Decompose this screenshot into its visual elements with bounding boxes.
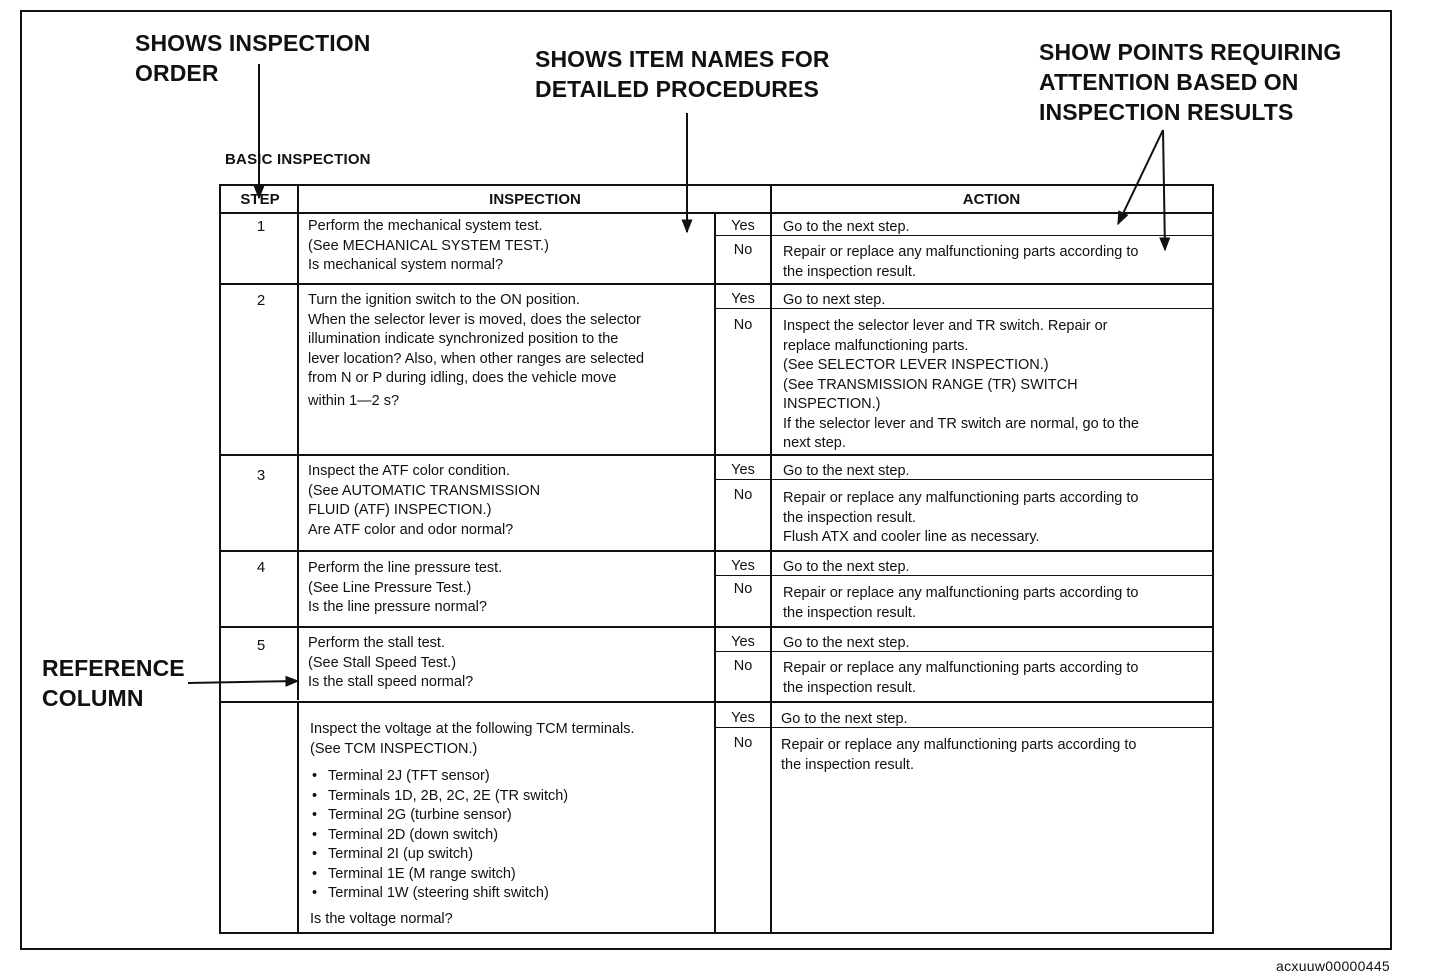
action-line: replace malfunctioning parts. [783,337,969,354]
action-line: Go to the next step. [783,463,910,479]
yes-label: Yes [731,291,755,307]
action-line: Go to the next step. [781,711,908,727]
divider-step-col [297,186,299,700]
row-separator [221,701,1212,703]
inspection-line: Perform the mechanical system test. [308,218,543,234]
yes-label: Yes [731,558,755,574]
action-line: Go to the next step. [783,559,910,575]
action-line: Go to the next step. [783,635,910,651]
callout-reference-column [42,653,185,713]
inspection-line: within 1—2 s? [308,392,400,409]
action-line: Repair or replace any malfunctioning parts according to [783,660,1139,676]
callout-line: SHOWS ITEM NAMES FOR [535,46,830,72]
no-label: No [733,317,753,333]
inspection-cell [308,217,713,276]
inspection-line: lever location? Also, when other ranges are selected [308,350,645,367]
yes-action [783,218,1203,238]
header-action: ACTION [962,191,1021,208]
no-action [783,489,1203,548]
divider-step-col [297,702,299,932]
row-separator [221,550,1212,552]
yes-action [781,710,1201,730]
inspection-line: Perform the line pressure test. [308,560,503,576]
callout-line: SHOW POINTS REQUIRING [1039,39,1342,65]
inspection-line: Is the line pressure normal? [308,599,487,615]
action-line: Repair or replace any malfunctioning parts according to [783,490,1139,506]
no-label: No [733,581,753,597]
action-line: (See SELECTOR LEVER INSPECTION.) [783,357,1049,373]
inspection-table [219,184,1214,934]
yes-action [783,634,1203,654]
action-line: Repair or replace any malfunctioning parts according to [781,737,1137,753]
action-line: Inspect the selector lever and TR switch. Repair or [783,318,1108,334]
inspection-line: Is the stall speed normal? [308,674,474,690]
no-action [783,584,1203,623]
row-separator [221,454,1212,456]
callout-item-names [535,44,830,104]
action-line: the inspection result. [783,604,916,621]
callout-line: DETAILED PROCEDURES [535,76,819,102]
callout-line: SHOWS INSPECTION [135,30,371,56]
inspection-cell [310,720,715,929]
action-line: the inspection result. [783,509,916,526]
table-title: BASIC INSPECTION [225,151,371,168]
inspection-line: Turn the ignition switch to the ON position. [308,292,580,308]
no-action [783,659,1203,698]
no-label: No [733,242,753,258]
inspection-cell [308,462,713,540]
yes-label: Yes [731,462,755,478]
inspection-line: Inspect the ATF color condition. [308,463,511,479]
inspection-cell [308,559,713,618]
inspection-line: Is the voltage normal? [310,910,453,927]
action-line: Go to the next step. [783,219,910,235]
step-number: 1 [256,218,266,235]
action-line: the inspection result. [783,679,916,696]
action-line: If the selector lever and TR switch are normal, go to the [783,415,1139,432]
yes-action [783,558,1203,578]
inspection-line: When the selector lever is moved, does the selector [308,311,641,328]
divider-action-col [770,186,772,932]
action-line: Go to next step. [783,292,886,308]
inspection-line: Inspect the voltage at the following TCM terminals. [310,721,635,737]
callout-line: ORDER [135,60,219,86]
yes-label: Yes [731,710,755,726]
callout-line: INSPECTION RESULTS [1039,99,1294,125]
action-line: next step. [783,435,846,451]
terminal-list [310,767,715,904]
figure-code: acxuuw00000445 [1276,958,1390,974]
step-number: 5 [256,637,266,654]
yes-action [783,462,1203,482]
step-number: 2 [256,292,266,309]
header-inspection: INSPECTION [489,191,581,208]
action-line: the inspection result. [783,263,916,280]
action-line: INSPECTION.) [783,396,881,412]
yes-label: Yes [731,218,755,234]
inspection-line: (See MECHANICAL SYSTEM TEST.) [308,237,549,254]
callout-inspection-order [135,28,370,88]
action-line: Repair or replace any malfunctioning parts according to [783,585,1139,601]
list-item: • Terminals 1D, 2B, 2C, 2E (TR switch) [310,787,715,807]
no-action [781,736,1201,775]
no-action [783,243,1203,282]
list-item: • Terminal 1W (steering shift switch) [310,884,715,904]
header-step: STEP [240,191,280,208]
callout-line: ATTENTION BASED ON [1039,69,1299,95]
list-item: • Terminal 1E (M range switch) [310,865,715,885]
list-item: • Terminal 2I (up switch) [310,845,715,865]
inspection-line: (See TCM INSPECTION.) [310,740,478,757]
inspection-line: (See Stall Speed Test.) [308,654,457,671]
inspection-cell [308,634,713,693]
inspection-line: from N or P during idling, does the vehicle move [308,370,617,386]
no-action [783,317,1203,454]
action-line: Flush ATX and cooler line as necessary. [783,529,1040,545]
inspection-line: (See Line Pressure Test.) [308,579,472,596]
step-number: 4 [256,559,266,576]
action-line: (See TRANSMISSION RANGE (TR) SWITCH [783,376,1078,393]
step-number: 3 [256,467,266,484]
action-line: Repair or replace any malfunctioning parts according to [783,244,1139,260]
callout-line: REFERENCE [42,655,185,681]
inspection-line: illumination indicate synchronized position to the [308,331,619,347]
inspection-cell [308,291,713,411]
yes-label: Yes [731,634,755,650]
action-line: the inspection result. [781,756,914,773]
inspection-line: FLUID (ATF) INSPECTION.) [308,502,492,518]
row-separator [221,626,1212,628]
list-item: • Terminal 2D (down switch) [310,826,715,846]
inspection-line: Are ATF color and odor normal? [308,521,514,538]
yes-action [783,291,1203,311]
no-label: No [733,735,753,751]
callout-line: COLUMN [42,685,144,711]
inspection-line: (See AUTOMATIC TRANSMISSION [308,482,541,499]
list-item: • Terminal 2G (turbine sensor) [310,806,715,826]
inspection-line: Perform the stall test. [308,635,445,651]
no-label: No [733,658,753,674]
table-header [221,186,1212,214]
no-label: No [733,487,753,503]
inspection-line: Is mechanical system normal? [308,257,504,273]
callout-attention-points [1039,37,1341,127]
row-separator [221,283,1212,285]
list-item: • Terminal 2J (TFT sensor) [310,767,715,787]
